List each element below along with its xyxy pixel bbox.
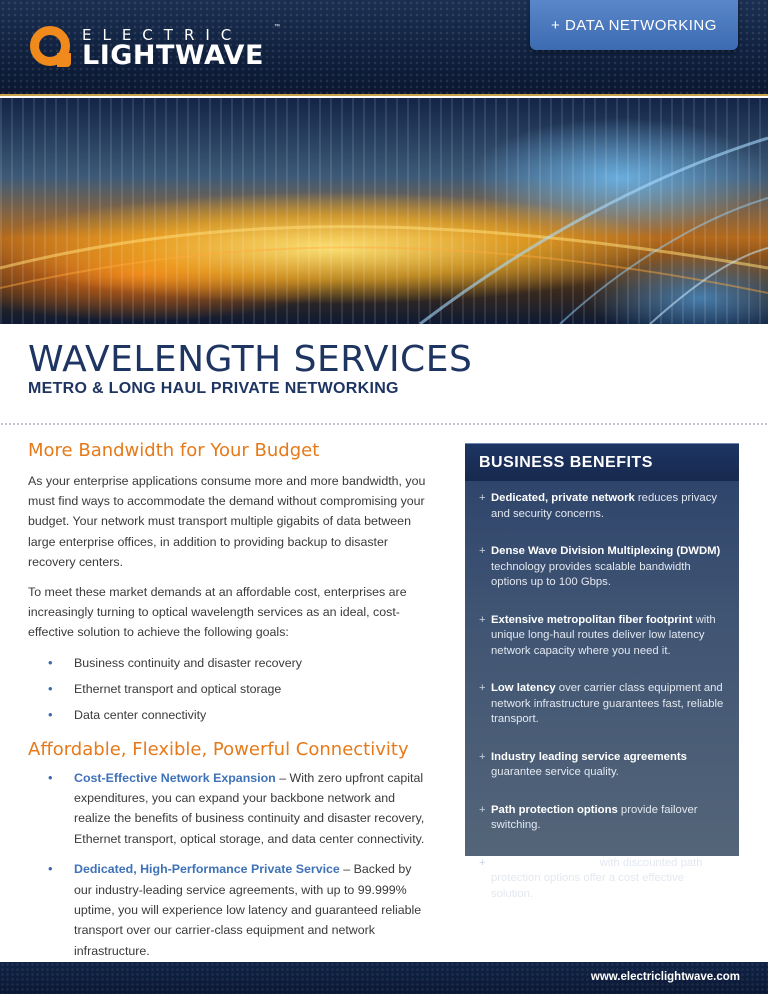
list-item [48, 859, 430, 961]
benefit-item [479, 803, 725, 834]
benefit-item [479, 613, 725, 660]
main-content [28, 440, 430, 971]
detail-term: Dedicated, High-Performance Private Service [74, 862, 340, 877]
logo-word-bottom: LIGHTWAVE [82, 40, 264, 71]
list-item: • Business continuity and disaster recovery [48, 653, 430, 673]
hero-image [0, 98, 768, 324]
list-item: • Data center connectivity [48, 705, 430, 725]
benefit-item [479, 491, 725, 522]
logo-trademark: ™ [274, 24, 280, 30]
connectivity-list [48, 768, 430, 962]
page-subtitle: METRO & LONG HAUL PRIVATE NETWORKING [28, 380, 399, 397]
benefit-item [479, 856, 725, 903]
dotted-divider [0, 422, 768, 426]
benefits-list [465, 481, 739, 902]
benefit-text: technology provides scalable bandwidth options up to 100 Gbps. [491, 560, 691, 588]
header-band [0, 0, 768, 96]
detail-term: Cost-Effective Network Expansion [74, 770, 276, 785]
goals-list [48, 653, 430, 725]
benefit-term: Dense Wave Division Multiplexing (DWDM) [491, 545, 721, 557]
benefit-text: over carrier class equipment and network infrastructure guarantees fast, reliable transport. [491, 682, 724, 725]
market-paragraph: To meet these market demands at an affordable cost, enterprises are increasingly turning to optical wavelength services as an ideal, cost-effective solution to achieve the following goals: [28, 585, 407, 640]
benefit-text: with discounted path protection options offer a cost effective solution. [491, 856, 703, 900]
benefit-term: Extensive metropolitan fiber footprint [491, 613, 693, 626]
data-networking-tag[interactable]: + DATA NETWORKING [530, 0, 738, 50]
logo-mark-icon [30, 26, 70, 66]
benefit-term: Path protection options [491, 803, 618, 816]
page-title: WAVELENGTH SERVICES [28, 339, 473, 380]
section-heading-bandwidth: More Bandwidth for Your Budget [28, 440, 320, 461]
benefit-term: Industry leading service agreements [491, 750, 687, 763]
benefit-item [479, 750, 725, 781]
detail-text: – Backed by our industry-leading service agreements, with up to 99.999% uptime, you will experience low latency and guaranteed reliable transport over our carrier-class equipment and network infrastructure. [74, 862, 422, 958]
intro-paragraph: As your enterprise applications consume more and more bandwidth, you must find ways to accommodate the demand without compromising your budget. Your network must transport multiple gigabits of data between large enterprise offices, in addition to providing backup to disaster recovery centers. [28, 474, 426, 569]
list-item: • Ethernet transport and optical storage [48, 679, 430, 699]
benefit-item [479, 544, 725, 591]
section-heading-connectivity: Affordable, Flexible, Powerful Connectivity [28, 738, 409, 760]
footer-band [0, 962, 768, 994]
sidebar-heading: BUSINESS BENEFITS [465, 443, 739, 481]
title-block [28, 340, 748, 398]
benefit-term: Low latency [491, 682, 556, 694]
list-item [48, 768, 430, 850]
logo-word-top: ELECTRIC [82, 26, 243, 44]
business-benefits-panel [465, 443, 739, 900]
website-link[interactable]: www.electriclightwave.com [590, 971, 740, 983]
benefit-text: reduces privacy and security concerns. [491, 492, 718, 520]
hero-light-streaks [0, 98, 768, 324]
benefit-term: Competitive pricing [491, 856, 597, 869]
benefit-text: provide failover switching. [491, 803, 698, 831]
benefit-item [479, 681, 725, 728]
benefit-text: guarantee service quality. [491, 766, 619, 778]
benefit-text: with unique long-haul routes deliver low latency network capacity where you need it. [491, 613, 716, 657]
detail-text: – With zero upfront capital expenditures, you can expand your backbone network and realize the benefits of business continuity and disaster recovery, Ethernet transport, optical storage, and data center connectivity. [74, 770, 425, 846]
electric-lightwave-logo[interactable] [30, 24, 280, 74]
benefit-term: Dedicated, private network [491, 492, 635, 504]
